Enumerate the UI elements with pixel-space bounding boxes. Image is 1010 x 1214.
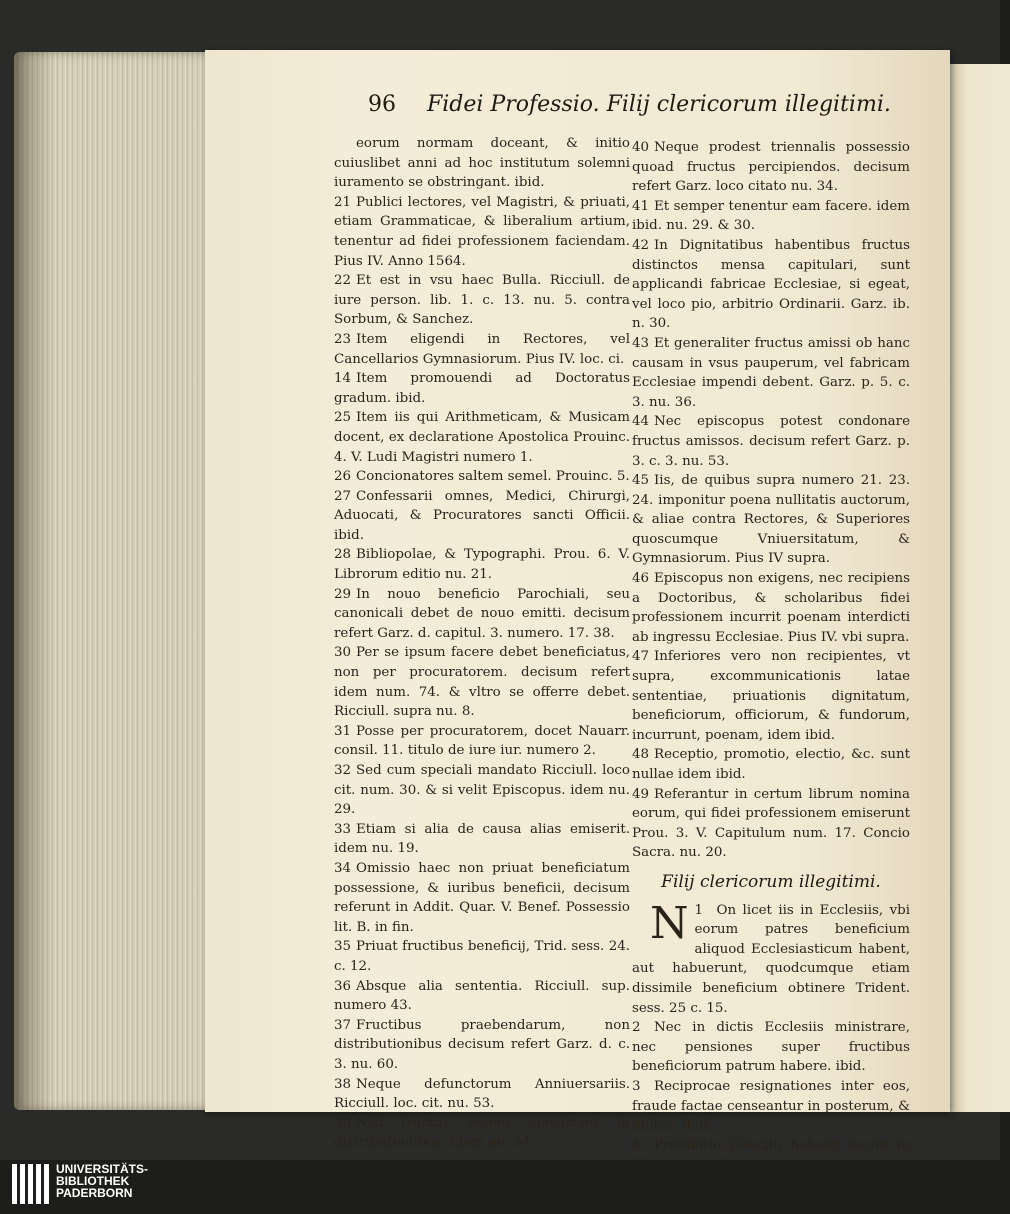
entry-number: 42 bbox=[632, 237, 650, 253]
section-title: Filij clericorum illegitimi. bbox=[661, 871, 881, 892]
right-column-entries bbox=[632, 138, 910, 863]
entry-text: Neque defunctorum Anniuersariis. Ricciull. loc. cit. nu. 53. bbox=[334, 1076, 630, 1112]
entry-number: 1 bbox=[694, 902, 704, 918]
entry-number: 46 bbox=[632, 571, 650, 587]
entry-number: 35 bbox=[334, 939, 352, 955]
entry-text: Bibliopolae, & Typographi. Prou. 6. V. Librorum editio nu. 21. bbox=[334, 547, 630, 583]
entry-number: 34 bbox=[334, 860, 352, 876]
entry-number: 2 bbox=[632, 1020, 641, 1036]
entry bbox=[334, 977, 630, 1016]
entry-number: 38 bbox=[334, 1076, 352, 1092]
entry-number: 22 bbox=[334, 273, 352, 289]
entry-number: 27 bbox=[334, 488, 352, 504]
entry bbox=[334, 271, 630, 330]
entry-text: Per se ipsum facere debet beneficiatus, non per procuratorem. decisum refert idem num. 74. & vltro se offerre debet. Ricciull. supra nu. 8. bbox=[334, 645, 630, 720]
entry-number: 45 bbox=[632, 473, 650, 489]
library-logo-icon bbox=[12, 1164, 50, 1204]
entry-text: In nouo beneficio Parochiali, seu canonicali debet de nouo emitti. decisum refert Garz. d. capitul. 3. numero. 17. 38. bbox=[334, 586, 630, 641]
entry bbox=[334, 722, 630, 761]
entry-number: 21 bbox=[334, 194, 352, 210]
entry-number: 25 bbox=[334, 410, 352, 426]
entry bbox=[632, 138, 910, 197]
library-name-line1: UNIVERSITÄTS- bbox=[56, 1162, 149, 1176]
entry-number: 39 bbox=[334, 1115, 352, 1131]
entry bbox=[632, 897, 910, 1019]
entry-number: 47 bbox=[632, 649, 650, 665]
entry-number: 36 bbox=[334, 978, 352, 994]
entry-text: Referantur in certum librum nomina eorum, qui fidei professionem emiserunt Prou. 3. V. Capitulum num. 17. Concio Sacra. nu. 20. bbox=[632, 786, 910, 861]
entry-text: Neque prodest triennalis possessio quoad fructus percipiendos. decisum refert Garz. loco citato nu. 34. bbox=[632, 140, 910, 195]
entry-number: 23 bbox=[334, 331, 352, 347]
entry bbox=[632, 785, 910, 863]
entry bbox=[334, 545, 630, 584]
entry bbox=[334, 1016, 630, 1075]
library-name bbox=[56, 1163, 148, 1199]
entry-number: 30 bbox=[334, 645, 352, 661]
entry-text: Et semper tenentur eam facere. idem ibid. nu. 29. & 30. bbox=[632, 198, 910, 234]
entry-number: 14 bbox=[334, 371, 352, 387]
entry-number: 33 bbox=[334, 821, 352, 837]
entry bbox=[632, 471, 910, 569]
facing-page-edge bbox=[950, 64, 1010, 1112]
entry bbox=[334, 820, 630, 859]
entry-text: Posse per procuratorem, docet Nauarr. consil. 11. titulo de iure iur. numero 2. bbox=[334, 723, 630, 759]
entry bbox=[334, 134, 630, 193]
entry bbox=[334, 937, 630, 976]
page-number: 96 bbox=[368, 92, 396, 117]
entry-text: Inferiores vero non recipientes, vt supra, excommunicationis latae sententiae, priuationis dignitatum, beneficiorum, officiorum, & fundorum, incurrunt, poenam, idem ibid. bbox=[632, 649, 910, 743]
entry-number: 4 bbox=[632, 1137, 641, 1153]
entry-text: Omissio haec non priuat beneficiatum possessione, & iuribus beneficii, decisum referunt in Addit. Quar. V. Benef. Possessio lit. B. in fin. bbox=[334, 860, 630, 935]
running-header bbox=[368, 92, 891, 117]
entry-number: 3 bbox=[632, 1078, 641, 1094]
entry-number: 44 bbox=[632, 414, 650, 430]
entry bbox=[334, 859, 630, 937]
library-name-line2: BIBLIOTHEK bbox=[56, 1174, 130, 1188]
entry-text: Et generaliter fructus amissi ob hanc causam in vsus pauperum, vel fabricam Ecclesiae impendi debent. Garz. p. 5. c. 3. nu. 36. bbox=[632, 335, 910, 410]
entry-text: In Dignitatibus habentibus fructus distinctos mensa capitulari, sunt applicandi fabricae Ecclesiae, si egeat, vel loco pio, arbitrio Ordinarii. Garz. ib. n. 30. bbox=[632, 237, 910, 332]
entry-text: Etiam si alia de causa alias emiserit. idem nu. 19. bbox=[334, 821, 630, 857]
entry-text: Publici lectores, vel Magistri, & priuati, etiam Grammaticae, & liberalium artium, tenentur ad fidei professionem faciendam. Pius IV. Anno 1564. bbox=[334, 194, 630, 269]
entry-text: Et est in vsu haec Bulla. Ricciull. de iure person. lib. 1. c. 13. nu. 5. contra Sorbum, & Sanchez. bbox=[334, 273, 630, 328]
entry bbox=[334, 585, 630, 644]
entry-text: Episcopus non exigens, nec recipiens a Doctoribus, & scholaribus fidei professionem incurrit poenam interdicti ab ingressu Ecclesiae. Pius IV. vbi supra. bbox=[632, 571, 910, 645]
entry bbox=[334, 193, 630, 271]
entry-number: 43 bbox=[632, 335, 650, 351]
edge-shadow bbox=[14, 52, 54, 1110]
entry bbox=[632, 647, 910, 745]
entry-text: eorum normam doceant, & initio cuiuslibet anni ad hoc institutum solemni iuramento se obstringant. ibid. bbox=[334, 136, 630, 191]
entry bbox=[334, 467, 630, 487]
entry-number: 31 bbox=[334, 723, 352, 739]
entry bbox=[632, 745, 910, 784]
entry-text: Item iis qui Arithmeticam, & Musicam docent, ex declaratione Apostolica Prouinc. 4. V. Ludi Magistri numero 1. bbox=[334, 410, 630, 465]
entry-number: 48 bbox=[632, 747, 650, 763]
entry-text: Reciprocae resignationes inter eos, fraude factae censeantur in posterum, & nullae. ibid. bbox=[632, 1078, 910, 1134]
entry bbox=[632, 1018, 910, 1077]
right-column bbox=[632, 138, 910, 1214]
entry-number: 49 bbox=[632, 786, 650, 802]
entry-number: 28 bbox=[334, 547, 352, 563]
entry bbox=[334, 487, 630, 546]
entry-text: Item eligendi in Rectores, vel Cancellarios Gymnasiorum. Pius IV. loc. ci. bbox=[334, 331, 630, 367]
entry bbox=[632, 1077, 910, 1136]
entry-text: Confessarii omnes, Medici, Chirurgi, Aduocati, & Procuratores sancti Officii. ibid. bbox=[334, 488, 630, 543]
drop-cap: N bbox=[650, 897, 689, 949]
entry-text: Nec in dictis Ecclesiis ministrare, nec pensiones super fructibus beneficiorum patrum habere. ibid. bbox=[632, 1020, 910, 1075]
entry bbox=[632, 412, 910, 471]
entry-number: 40 bbox=[632, 140, 650, 155]
entry-text: Nisi fructus omnes consistant in distributionibus. idem nu. 54. bbox=[334, 1115, 630, 1151]
entry-text: On licet iis in Ecclesiis, vbi eorum patres beneficium aliquod Ecclesiasticum habent, aut habuerunt, quodcumque etiam dissimile beneficium obtinere Trident. sess. 25 c. 15. bbox=[632, 902, 910, 1016]
library-name-line3: PADERBORN bbox=[56, 1186, 133, 1200]
entry-text: Nec episcopus potest condonare fructus amissos. decisum refert Garz. p. 3. c. 3. nu. 53. bbox=[632, 414, 910, 469]
entry-number: 37 bbox=[334, 1017, 352, 1033]
entry bbox=[632, 197, 910, 236]
entry-text: Priuat fructibus beneficij, Trid. sess. 24. c. 12. bbox=[334, 939, 630, 974]
entry bbox=[632, 334, 910, 412]
entry-text: Fructibus praebendarum, non distributionibus decisum refert Garz. d. c. 3. nu. 60. bbox=[334, 1017, 630, 1072]
entry bbox=[334, 408, 630, 467]
entry-text: Concionatores saltem semel. Prouinc. 5. bbox=[356, 469, 630, 485]
entry-number: 26 bbox=[334, 469, 352, 485]
entry-text: Receptio, promotio, electio, &c. sunt nullae idem ibid. bbox=[632, 747, 910, 782]
entry bbox=[334, 369, 630, 408]
entry-text: Iis, de quibus supra numero 21. 23. 24. imponitur poena nullitatis auctorum, & aliae contra Rectores, & Superiores quoscumque Vniuersitatum, & Gymnasiorum. Pius IV supra. bbox=[632, 473, 910, 567]
entry-text: Item promouendi ad Doctoratus gradum. ibid. bbox=[334, 371, 630, 406]
running-title: Fidei Professio. Filij clericorum illegitimi. bbox=[427, 92, 891, 117]
entry-number: 41 bbox=[632, 198, 650, 214]
entry bbox=[632, 569, 910, 647]
entry bbox=[334, 643, 630, 721]
entry bbox=[334, 1114, 630, 1153]
entry-text: Absque alia sententia. Ricciull. sup. numero 43. bbox=[334, 978, 630, 1014]
entry-number: 32 bbox=[334, 763, 352, 778]
entry-text: Prohibitio Concilii habent locum in bbox=[654, 1137, 910, 1153]
entry bbox=[334, 330, 630, 369]
entry-number: 29 bbox=[334, 586, 352, 602]
left-column bbox=[334, 134, 630, 1153]
entry-text: Sed cum speciali mandato Ricciull. loco cit. num. 30. & si velit Episcopus. idem nu. 29. bbox=[334, 763, 630, 818]
entry bbox=[334, 1075, 630, 1114]
entry bbox=[632, 236, 910, 334]
library-footer bbox=[0, 1160, 1000, 1212]
entry bbox=[334, 761, 630, 820]
